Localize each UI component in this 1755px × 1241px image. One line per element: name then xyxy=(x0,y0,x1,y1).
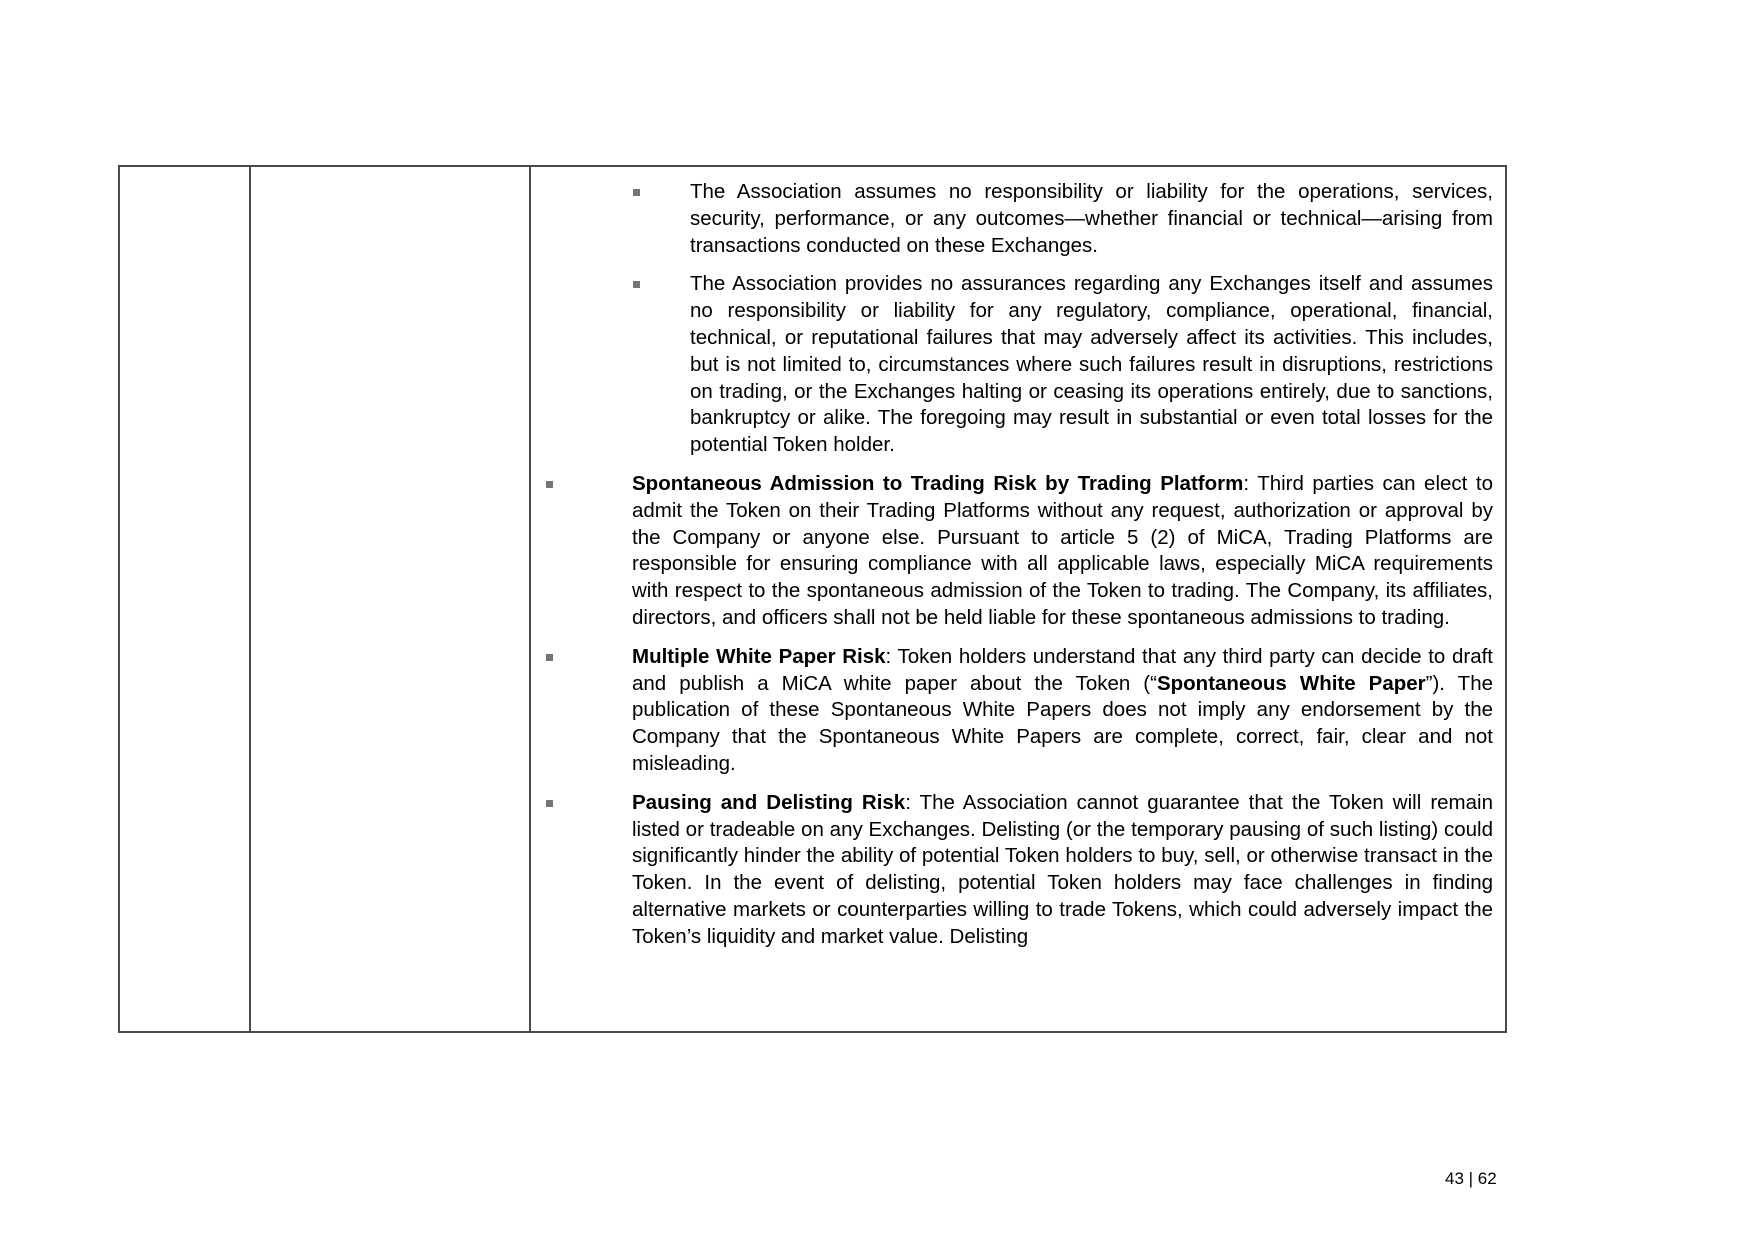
bullet-item xyxy=(690,179,1493,259)
table-cell-empty-2 xyxy=(251,167,531,1031)
bullet-text: The Association provides no assurances regarding any Exchanges itself and assumes no responsibility or liability for any regulatory, compliance, operational, financial, technical, or reputational failures that may adversely affect its activities. This includes, but is not limited to, circumstances where such failures result in disruptions, restrictions on trading, or the Exchanges halting or ceasing its operations entirely, due to sanctions, bankruptcy or alike. The foregoing may result in substantial or even total losses for the potential Token holder. xyxy=(690,272,1493,457)
bullet-text: : The Association cannot guarantee that the Token will remain listed or tradeable on any Exchanges. Delisting (or the temporary pausing of such listing) could significantly hinder the ability of potential Token holders to buy, sell, or otherwise transact in the Token. In the event of delisting, potential Token holders may face challenges in finding alternative markets or counterparties willing to trade Tokens, which could adversely impact the Token’s liquidity and market value. Delisting xyxy=(632,790,1493,948)
bullet-text-bold: Pausing and Delisting Risk xyxy=(632,790,906,814)
bullet-text: ”). The publication of these Spontaneous White Papers does not imply any endorsement by the Company that the Spontaneous White Papers are complete, correct, fair, clear and not misleading. xyxy=(632,671,1493,775)
page-number: 43 | 62 xyxy=(1445,1169,1497,1188)
table-cell-content xyxy=(531,167,1505,1031)
bullet-text: : Third parties can elect to admit the Token on their Trading Platforms without any request, authorization or approval by the Company or anyone else. Pursuant to article 5 (2) of MiCA, Trading Platforms are responsible for ensuring compliance with all applicable laws, especially MiCA requirements with respect to the spontaneous admission of the Token to trading. The Company, its affiliates, directors, and officers shall not be held liable for these spontaneous admissions to trading. xyxy=(632,471,1493,629)
table-cell-empty-1 xyxy=(120,167,251,1031)
square-bullet-icon xyxy=(546,800,553,807)
bullet-item xyxy=(632,471,1493,632)
bullet-text-bold: Spontaneous White Paper xyxy=(1156,671,1426,695)
bullet-text-bold: Spontaneous Admission to Trading Risk by Trading Platform xyxy=(632,471,1244,495)
bullet-text-bold: Multiple White Paper Risk xyxy=(632,644,886,668)
risk-table xyxy=(118,165,1507,1033)
bullet-item xyxy=(632,644,1493,778)
bullet-item xyxy=(632,790,1493,951)
bullet-text: The Association assumes no responsibility or liability for the operations, services, security, performance, or any outcomes—whether financial or technical—arising from transactions conducted on these Exchanges. xyxy=(690,180,1493,257)
bullet-text: : Token holders understand that any third party can decide to draft and publish a MiCA white paper about the Token (“ xyxy=(632,644,1493,695)
square-bullet-icon xyxy=(633,189,640,196)
square-bullet-icon xyxy=(546,481,553,488)
bullet-item xyxy=(690,271,1493,459)
square-bullet-icon xyxy=(546,654,553,661)
square-bullet-icon xyxy=(633,281,640,288)
